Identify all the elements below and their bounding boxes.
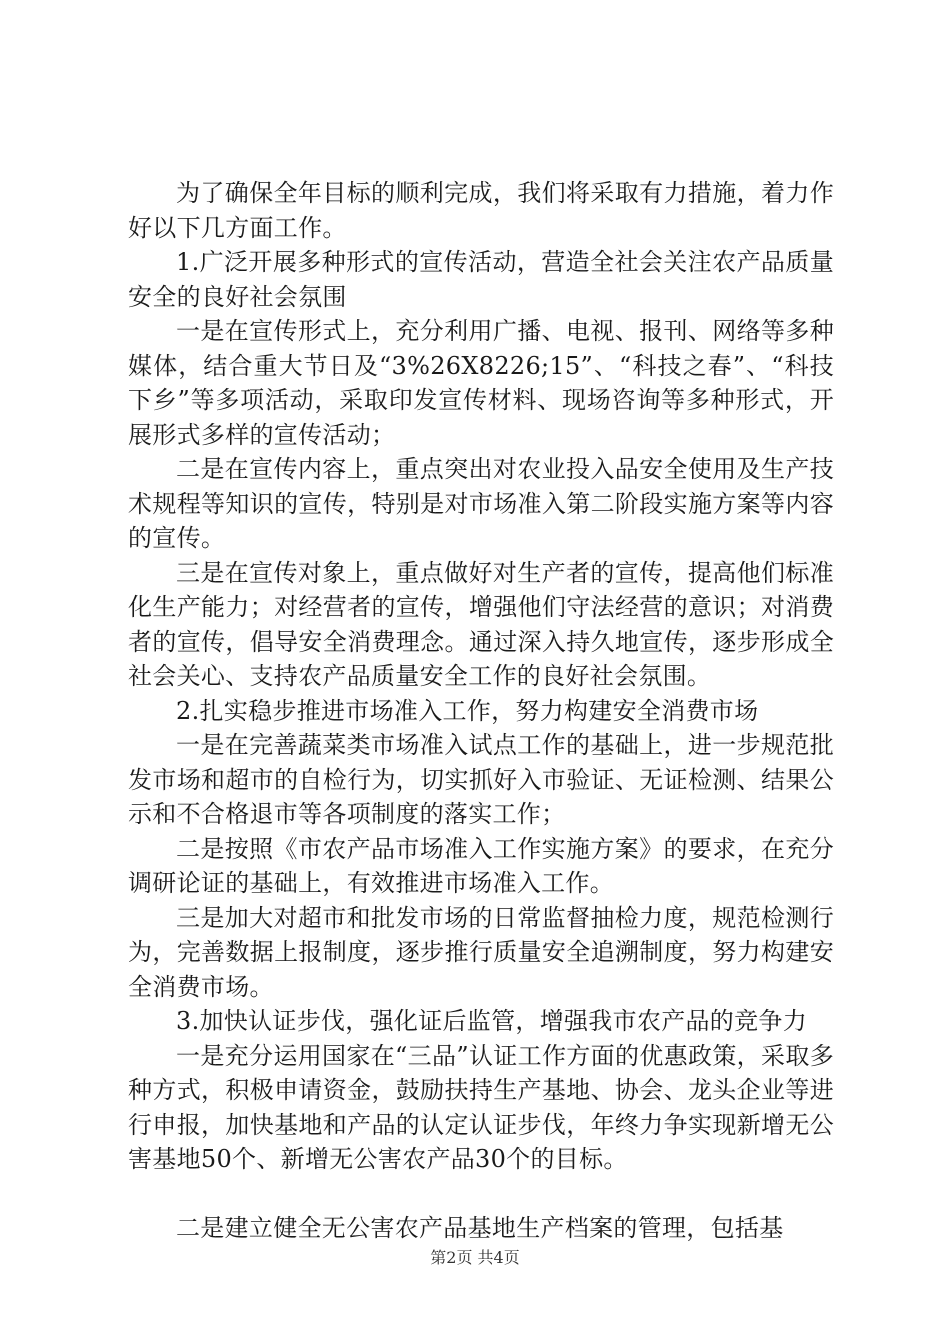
section-heading-1: 1.广泛开展多种形式的宣传活动，营造全社会关注农产品质量安全的良好社会氛围 [128,248,834,311]
document-body [128,176,834,1245]
paragraph: 一是充分运用国家在“三品”认证工作方面的优惠政策，采取多种方式，积极申请资金，鼓励扶持生产基地、协会、龙头企业等进行申报，加快基地和产品的认定认证步伐，年终力争实现新增无公害基地50个、新增无公害农产品30个的目标。 [128,1041,834,1173]
paragraph: 二是在宣传内容上，重点突出对农业投入品安全使用及生产技术规程等知识的宣传，特别是对市场准入第二阶段实施方案等内容的宣传。 [128,455,834,552]
paragraph: 一是在宣传形式上，充分利用广播、电视、报刊、网络等多种媒体，结合重大节日及“3%26X8226;15”、“科技之春”、“科技下乡”等多项活动，采取印发宣传材料、现场咨询等多种形式，开展形式多样的宣传活动； [128,317,834,449]
paragraph: 二是按照《市农产品市场准入工作实施方案》的要求，在充分调研论证的基础上，有效推进市场准入工作。 [128,834,834,897]
paragraph: 二是建立健全无公害农产品基地生产档案的管理，包括基 [176,1213,784,1242]
page-footer: 第2页 共4页 [430,1248,520,1267]
section-heading-3: 3.加快认证步伐，强化证后监管，增强我市农产品的竞争力 [176,1007,807,1035]
paragraph: 一是在完善蔬菜类市场准入试点工作的基础上，进一步规范批发市场和超市的自检行为，切实抓好入市验证、无证检测、结果公示和不合格退市等各项制度的落实工作； [128,731,834,828]
paragraph: 三是加大对超市和批发市场的日常监督抽检力度，规范检测行为，完善数据上报制度，逐步推行质量安全追溯制度，努力构建安全消费市场。 [128,903,834,1001]
paragraph: 三是在宣传对象上，重点做好对生产者的宣传，提高他们标准化生产能力；对经营者的宣传，增强他们守法经营的意识；对消费者的宣传，倡导安全消费理念。通过深入持久地宣传，逐步形成全社会关心、支持农产品质量安全工作的良好社会氛围。 [128,558,834,690]
paragraph-intro: 为了确保全年目标的顺利完成，我们将采取有力措施，着力作好以下几方面工作。 [128,179,834,242]
section-heading-2: 2.扎实稳步推进市场准入工作，努力构建安全消费市场 [176,696,759,725]
